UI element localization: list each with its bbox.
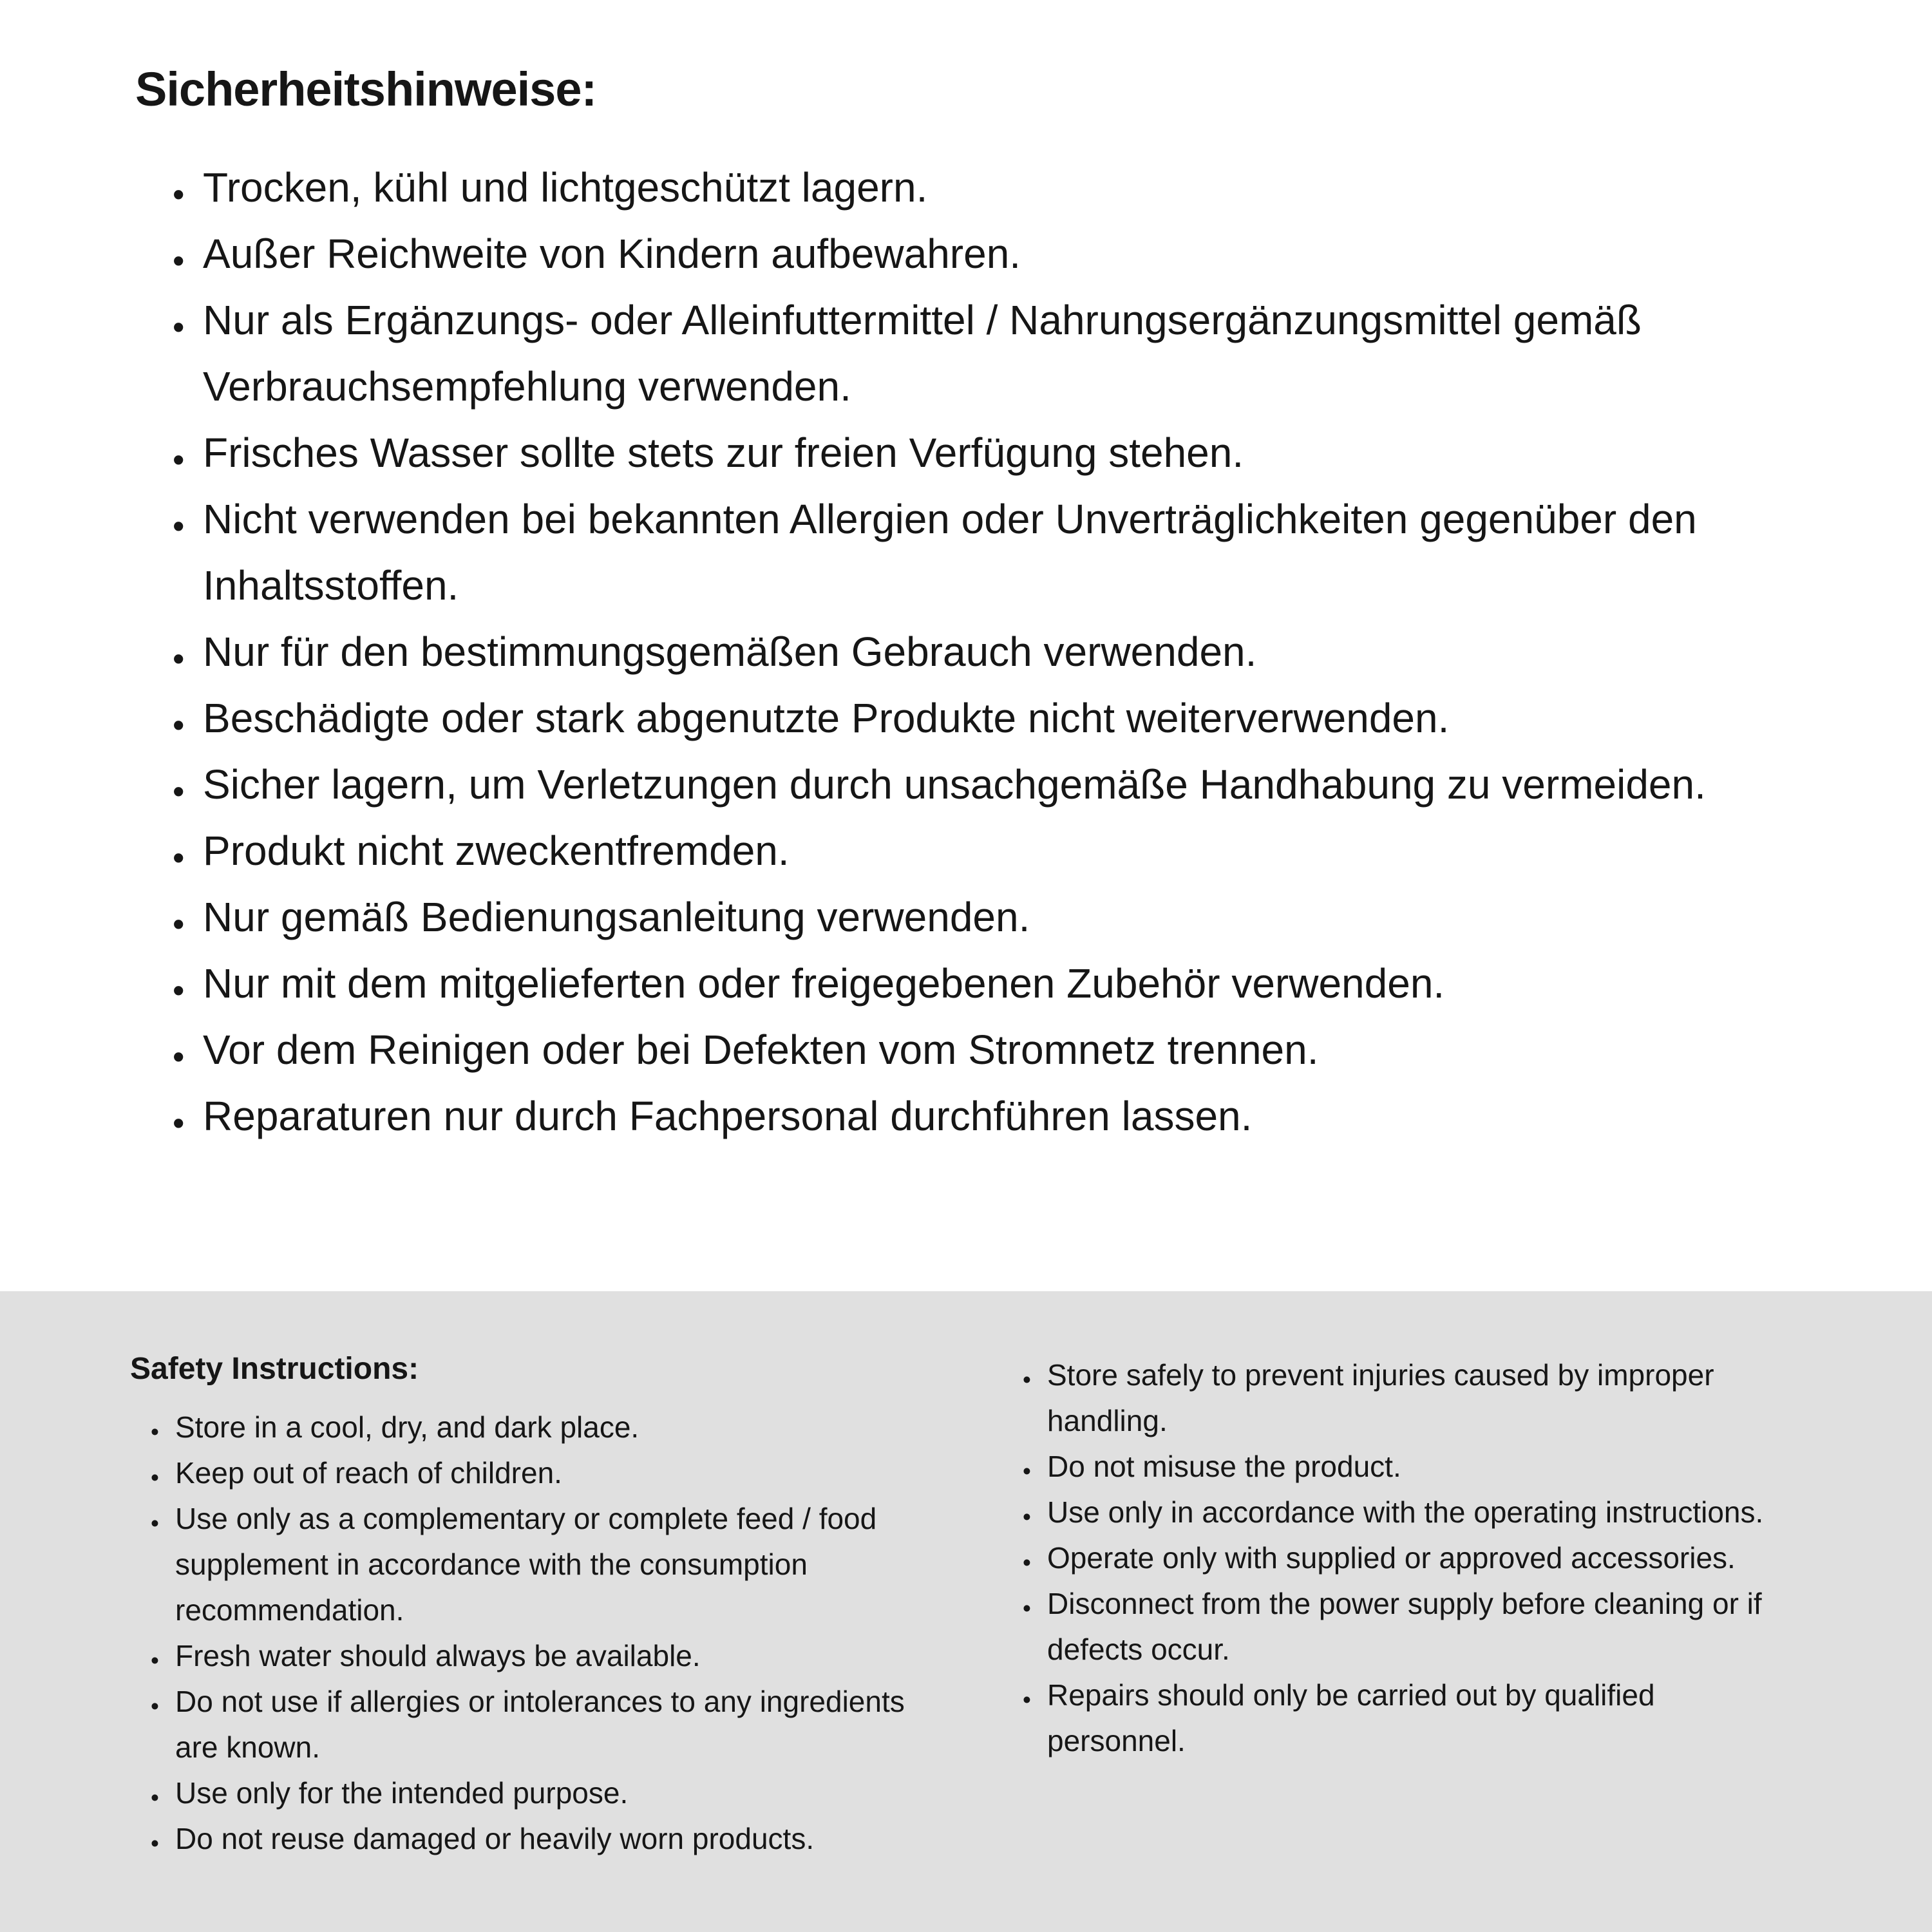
list-item: • Nur gemäß Bedienungsanleitung verwenden. [173, 884, 1738, 951]
list-item: • Sicher lagern, um Verletzungen durch unsachgemäße Handhabung zu vermeiden. [173, 752, 1738, 818]
list-item: • Produkt nicht zweckentfremden. [173, 818, 1738, 884]
english-section [0, 1291, 1932, 1932]
german-safety-list [173, 155, 1738, 1150]
list-item: • Fresh water should always be available. [151, 1633, 909, 1679]
list-item: • Reparaturen nur durch Fachpersonal durchführen lassen. [173, 1083, 1738, 1150]
english-left-list [151, 1405, 909, 1862]
list-item: • Nur als Ergänzungs- oder Alleinfuttermittel / Nahrungsergänzungsmittel gemäß Verbrauchsempfehlung verwenden. [173, 287, 1738, 420]
list-item: • Do not misuse the product. [1023, 1444, 1781, 1490]
list-item: • Keep out of reach of children. [151, 1450, 909, 1496]
german-heading: Sicherheitshinweise: [135, 62, 597, 116]
list-item: • Use only as a complementary or complete feed / food supplement in accordance with the consumption recommendation. [151, 1496, 909, 1633]
list-item: • Store safely to prevent injuries caused by improper handling. [1023, 1352, 1781, 1444]
list-item: • Operate only with supplied or approved accessories. [1023, 1535, 1781, 1581]
english-heading: Safety Instructions: [130, 1352, 419, 1386]
list-item: • Do not use if allergies or intolerances to any ingredients are known. [151, 1679, 909, 1770]
list-item: • Store in a cool, dry, and dark place. [151, 1405, 909, 1450]
list-item: • Nicht verwenden bei bekannten Allergien oder Unverträglichkeiten gegenüber den Inhaltsstoffen. [173, 486, 1738, 619]
list-item: • Nur für den bestimmungsgemäßen Gebrauch verwenden. [173, 619, 1738, 685]
list-item: • Repairs should only be carried out by qualified personnel. [1023, 1672, 1781, 1764]
list-item: • Trocken, kühl und lichtgeschützt lagern. [173, 155, 1738, 221]
list-item: • Frisches Wasser sollte stets zur freien Verfügung stehen. [173, 420, 1738, 486]
list-item: • Vor dem Reinigen oder bei Defekten vom Stromnetz trennen. [173, 1017, 1738, 1083]
list-item: • Do not reuse damaged or heavily worn products. [151, 1816, 909, 1862]
english-left-column [129, 1352, 1023, 1862]
english-right-list [1023, 1352, 1781, 1764]
english-right-column [1023, 1352, 1860, 1764]
list-item: • Disconnect from the power supply before cleaning or if defects occur. [1023, 1581, 1781, 1672]
list-item: • Use only for the intended purpose. [151, 1770, 909, 1816]
list-item: • Nur mit dem mitgelieferten oder freigegebenen Zubehör verwenden. [173, 951, 1738, 1017]
list-item: • Außer Reichweite von Kindern aufbewahren. [173, 221, 1738, 287]
list-item: • Use only in accordance with the operating instructions. [1023, 1490, 1781, 1535]
list-item: • Beschädigte oder stark abgenutzte Produkte nicht weiterverwenden. [173, 685, 1738, 752]
